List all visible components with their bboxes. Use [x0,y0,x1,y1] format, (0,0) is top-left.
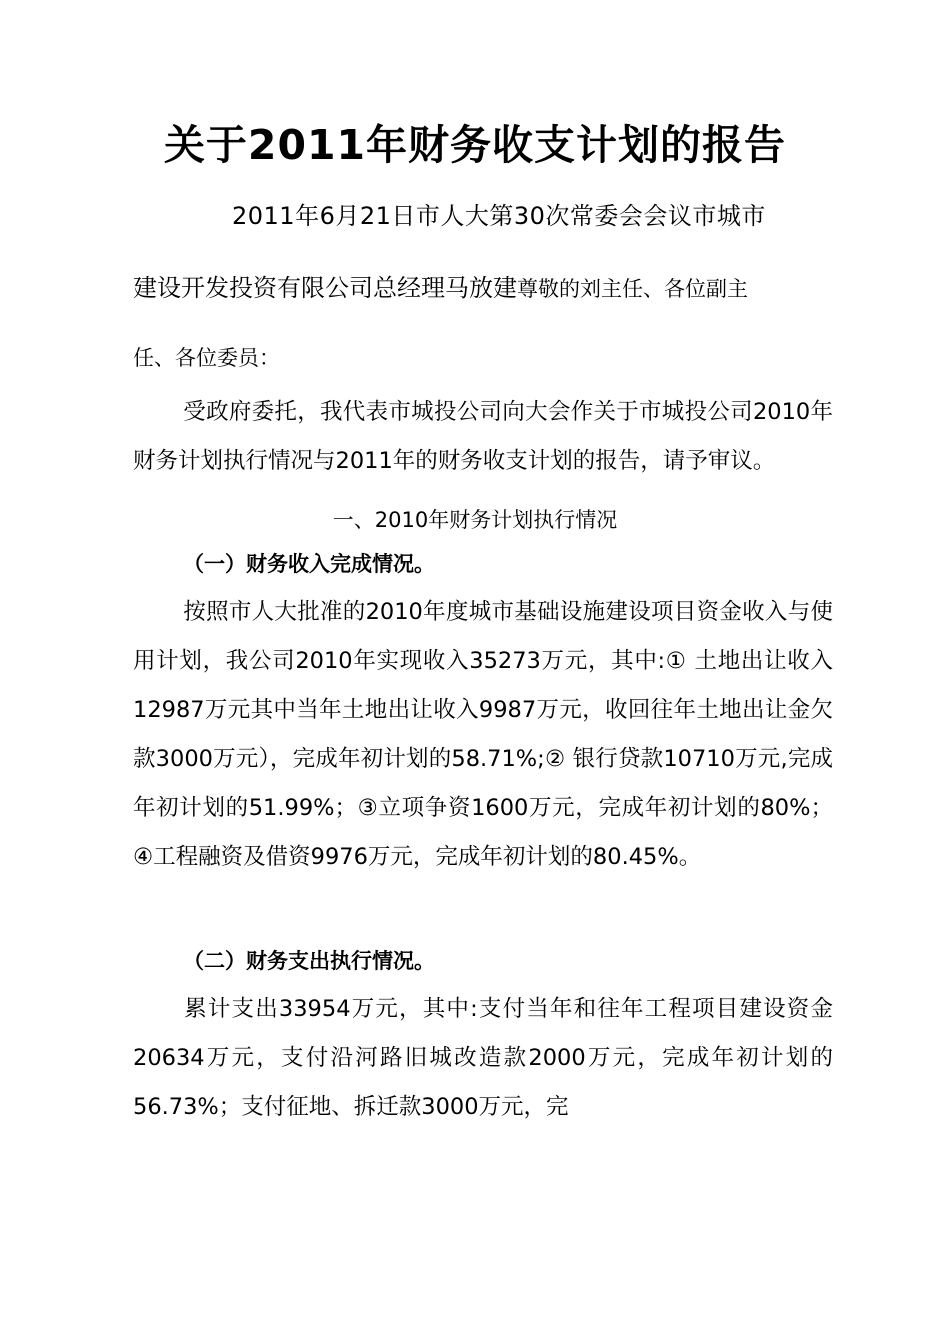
meeting-info-line-1: 2011年6月21日市人大第30次常委会会议市城市 [232,202,766,230]
income-paragraph-text: 按照市人大批准的2010年度城市基础设施建设项目资金收入与使用计划，我公司2010年实现收入35273万元，其中:① 土地出让收入12987万元其中当年土地出让收入9987万元，收回往年土地出让金欠款3000万元），完成年初计划的58.71%;② 银行贷款10710万元,完成年初计划的51.99%；③立项争资1600万元，完成年初计划的80%；④工程融资及借资9976万元，完成年初计划的80.45%。 [133,599,833,870]
speaker-info: 建设开发投资有限公司总经理马放建 [133,274,517,302]
document-title: 关于2011年财务收支计划的报告 [163,121,787,169]
subsection-heading-income: （一）财务收入完成情况。 [183,552,435,576]
salutation-start: 尊敬的刘主任、各位副主 [517,277,748,301]
income-paragraph [133,588,833,882]
salutation-end: 任、各位委员： [133,346,280,370]
expenditure-paragraph-text: 累计支出33954万元，其中:支付当年和往年工程项目建设资金20634万元，支付沿河路旧城改造款2000万元，完成年初计划的56.73%；支付征地、拆迁款3000万元，完 [133,996,833,1120]
intro-paragraph [133,388,833,486]
expenditure-paragraph [133,985,833,1132]
intro-paragraph-text: 受政府委托，我代表市城投公司向大会作关于市城投公司2010年财务计划执行情况与2011年的财务收支计划的报告，请予审议。 [133,399,833,474]
subsection-heading-expenditure: （二）财务支出执行情况。 [183,949,435,973]
meeting-info-line-2 [133,268,748,303]
section-heading-1: 一、2010年财务计划执行情况 [332,508,618,532]
